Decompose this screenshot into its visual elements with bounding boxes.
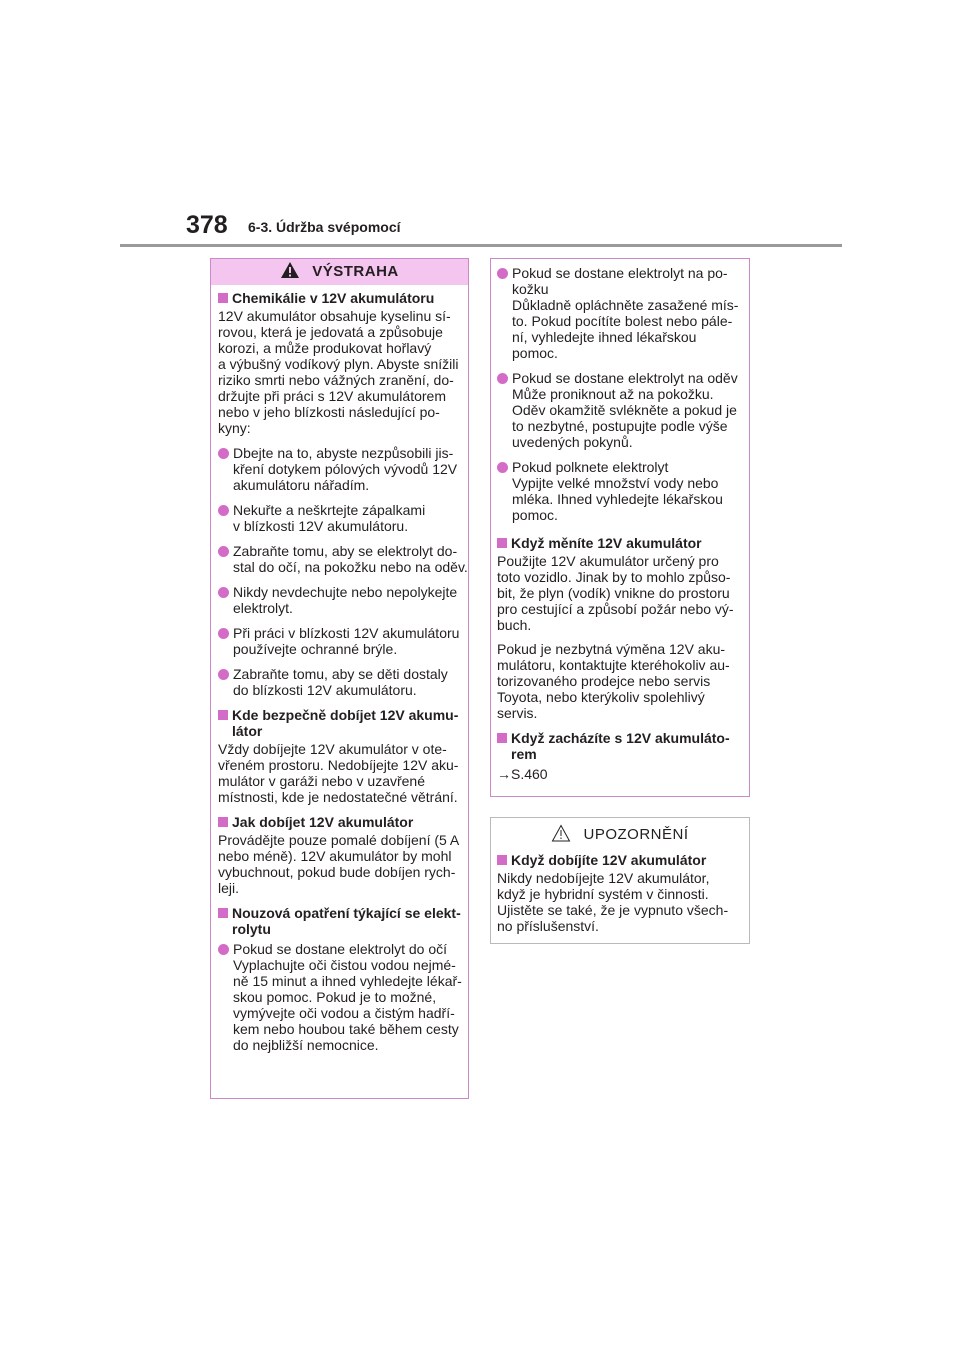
notice-title: UPOZORNĚNÍ [583, 826, 689, 843]
warning-header [211, 259, 468, 285]
heading-chemicals: Chemikálie v 12V akumulátoru [218, 290, 462, 306]
circle-bullet-icon [497, 373, 508, 384]
heading-how-charge: Jak dobíjet 12V akumulátor [218, 814, 462, 830]
circle-bullet-icon [218, 628, 229, 639]
square-bullet-icon [218, 817, 228, 827]
notice-header [491, 820, 749, 850]
square-bullet-icon [497, 855, 507, 865]
heading-emergency: Nouzová opatření týkající se elekt- rolytu [218, 905, 462, 937]
notice-box [490, 817, 750, 944]
circle-bullet-icon [497, 462, 508, 473]
warning-body-left [211, 285, 468, 1059]
square-bullet-icon [497, 733, 507, 743]
square-bullet-icon [218, 908, 228, 918]
bullet-item: Zabraňte tomu, aby se elektrolyt do- stal do očí, na pokožku nebo na oděv. [218, 543, 462, 575]
circle-bullet-icon [218, 944, 229, 955]
bullet-item: Nekuřte a neškrtejte zápalkami v blízkosti 12V akumulátoru. [218, 502, 462, 534]
paragraph-replacing-1: Použijte 12V akumulátor určený pro toto vozidlo. Jinak by to mohlo způso- bit, že plyn (vodík) vnikne do prostoru pro cestující a způsobí požár nebo vý- buch. [497, 553, 734, 633]
paragraph-charging: Nikdy nedobíjejte 12V akumulátor, když je hybridní systém v činnosti. Ujistěte se také, že je vypnuto všech- no příslušenství. [497, 870, 729, 934]
circle-bullet-icon [218, 587, 229, 598]
heading-handling: Když zacházíte s 12V akumuláto- rem [497, 730, 743, 762]
heading-replacing: Když měníte 12V akumulátor [497, 535, 743, 551]
warning-triangle-icon [280, 261, 300, 283]
bullet-item: Pokud polknete elektrolyt Vypijte velké množství vody nebo mléka. Ihned vyhledejte lékařskou pomoc. [497, 459, 743, 523]
warning-box-right [490, 258, 750, 797]
page-reference-link[interactable]: →S.460 [497, 766, 548, 782]
bullet-item: Zabraňte tomu, aby se děti dostaly do blízkosti 12V akumulátoru. [218, 666, 462, 698]
warning-body-right [491, 259, 749, 788]
bullet-item: Pokud se dostane elektrolyt do očí Vyplachujte oči čistou vodou nejmé- ně 15 minut a ihned vyhledejte lékař- skou pomoc. Pokud je to možné, vymývejte oči vodou a čistým hadří- kem nebo houbou také během cesty do nejbližší nemocnice. [218, 941, 462, 1053]
heading-where-charge: Kde bezpečně dobíjet 12V akumu- látor [218, 707, 462, 739]
circle-bullet-icon [218, 505, 229, 516]
paragraph-where-charge: Vždy dobíjejte 12V akumulátor v ote- vřeném prostoru. Nedobíjejte 12V aku- mulátor v garáži nebo v uzavřené místnosti, kde je nedostatečné větrání. [218, 741, 459, 805]
page-number: 378 [186, 211, 228, 239]
header-divider [120, 244, 842, 247]
circle-bullet-icon [218, 669, 229, 680]
warning-title: VÝSTRAHA [312, 263, 399, 280]
circle-bullet-icon [218, 448, 229, 459]
paragraph-chemicals: 12V akumulátor obsahuje kyselinu sí- rovou, která je jedovatá a způsobuje korozi, a může produkovat hořlavý a výbušný vodíkový plyn. Abyste snížili riziko smrti nebo vážných zranění, do- držujte při práci s 12V akumulátorem nebo v jeho blízkosti následující po- kyny: [218, 308, 459, 436]
paragraph-how-charge: Provádějte pouze pomalé dobíjení (5 A nebo méně). 12V akumulátor by mohl vybuchnout, pokud bude dobíjen rych- leji. [218, 832, 460, 896]
heading-charging: Když dobíjíte 12V akumulátor [497, 852, 743, 868]
square-bullet-icon [218, 293, 228, 303]
warning-box-left [210, 258, 469, 1099]
bullet-item: Při práci v blízkosti 12V akumulátoru používejte ochranné brýle. [218, 625, 462, 657]
caution-triangle-icon [551, 824, 571, 846]
bullet-item: Pokud se dostane elektrolyt na oděv Může proniknout až na pokožku. Oděv okamžitě svlékněte a pokud je to nezbytné, postupujte podle výše uvedených pokynů. [497, 370, 743, 450]
square-bullet-icon [218, 710, 228, 720]
paragraph-replacing-2: Pokud je nezbytná výměna 12V aku- mulátoru, kontaktujte kteréhokoliv au- torizovaného prodejce nebo servis Toyota, nebo kterýkoliv spolehlivý servis. [497, 641, 730, 721]
bullet-item: Nikdy nevdechujte nebo nepolykejte elektrolyt. [218, 584, 462, 616]
circle-bullet-icon [218, 546, 229, 557]
square-bullet-icon [497, 538, 507, 548]
section-title: 6-3. Údržba svépomocí [248, 219, 401, 235]
bullet-item: Pokud se dostane elektrolyt na po- kožku Důkladně opláchněte zasažené mís- to. Pokud pocítíte bolest nebo pále- ní, vyhledejte ihned lékařskou pomoc. [497, 265, 743, 361]
circle-bullet-icon [497, 268, 508, 279]
bullet-item: Dbejte na to, abyste nezpůsobili jis- kření dotykem pólových vývodů 12V akumulátoru nářadím. [218, 445, 462, 493]
notice-body [491, 850, 749, 940]
